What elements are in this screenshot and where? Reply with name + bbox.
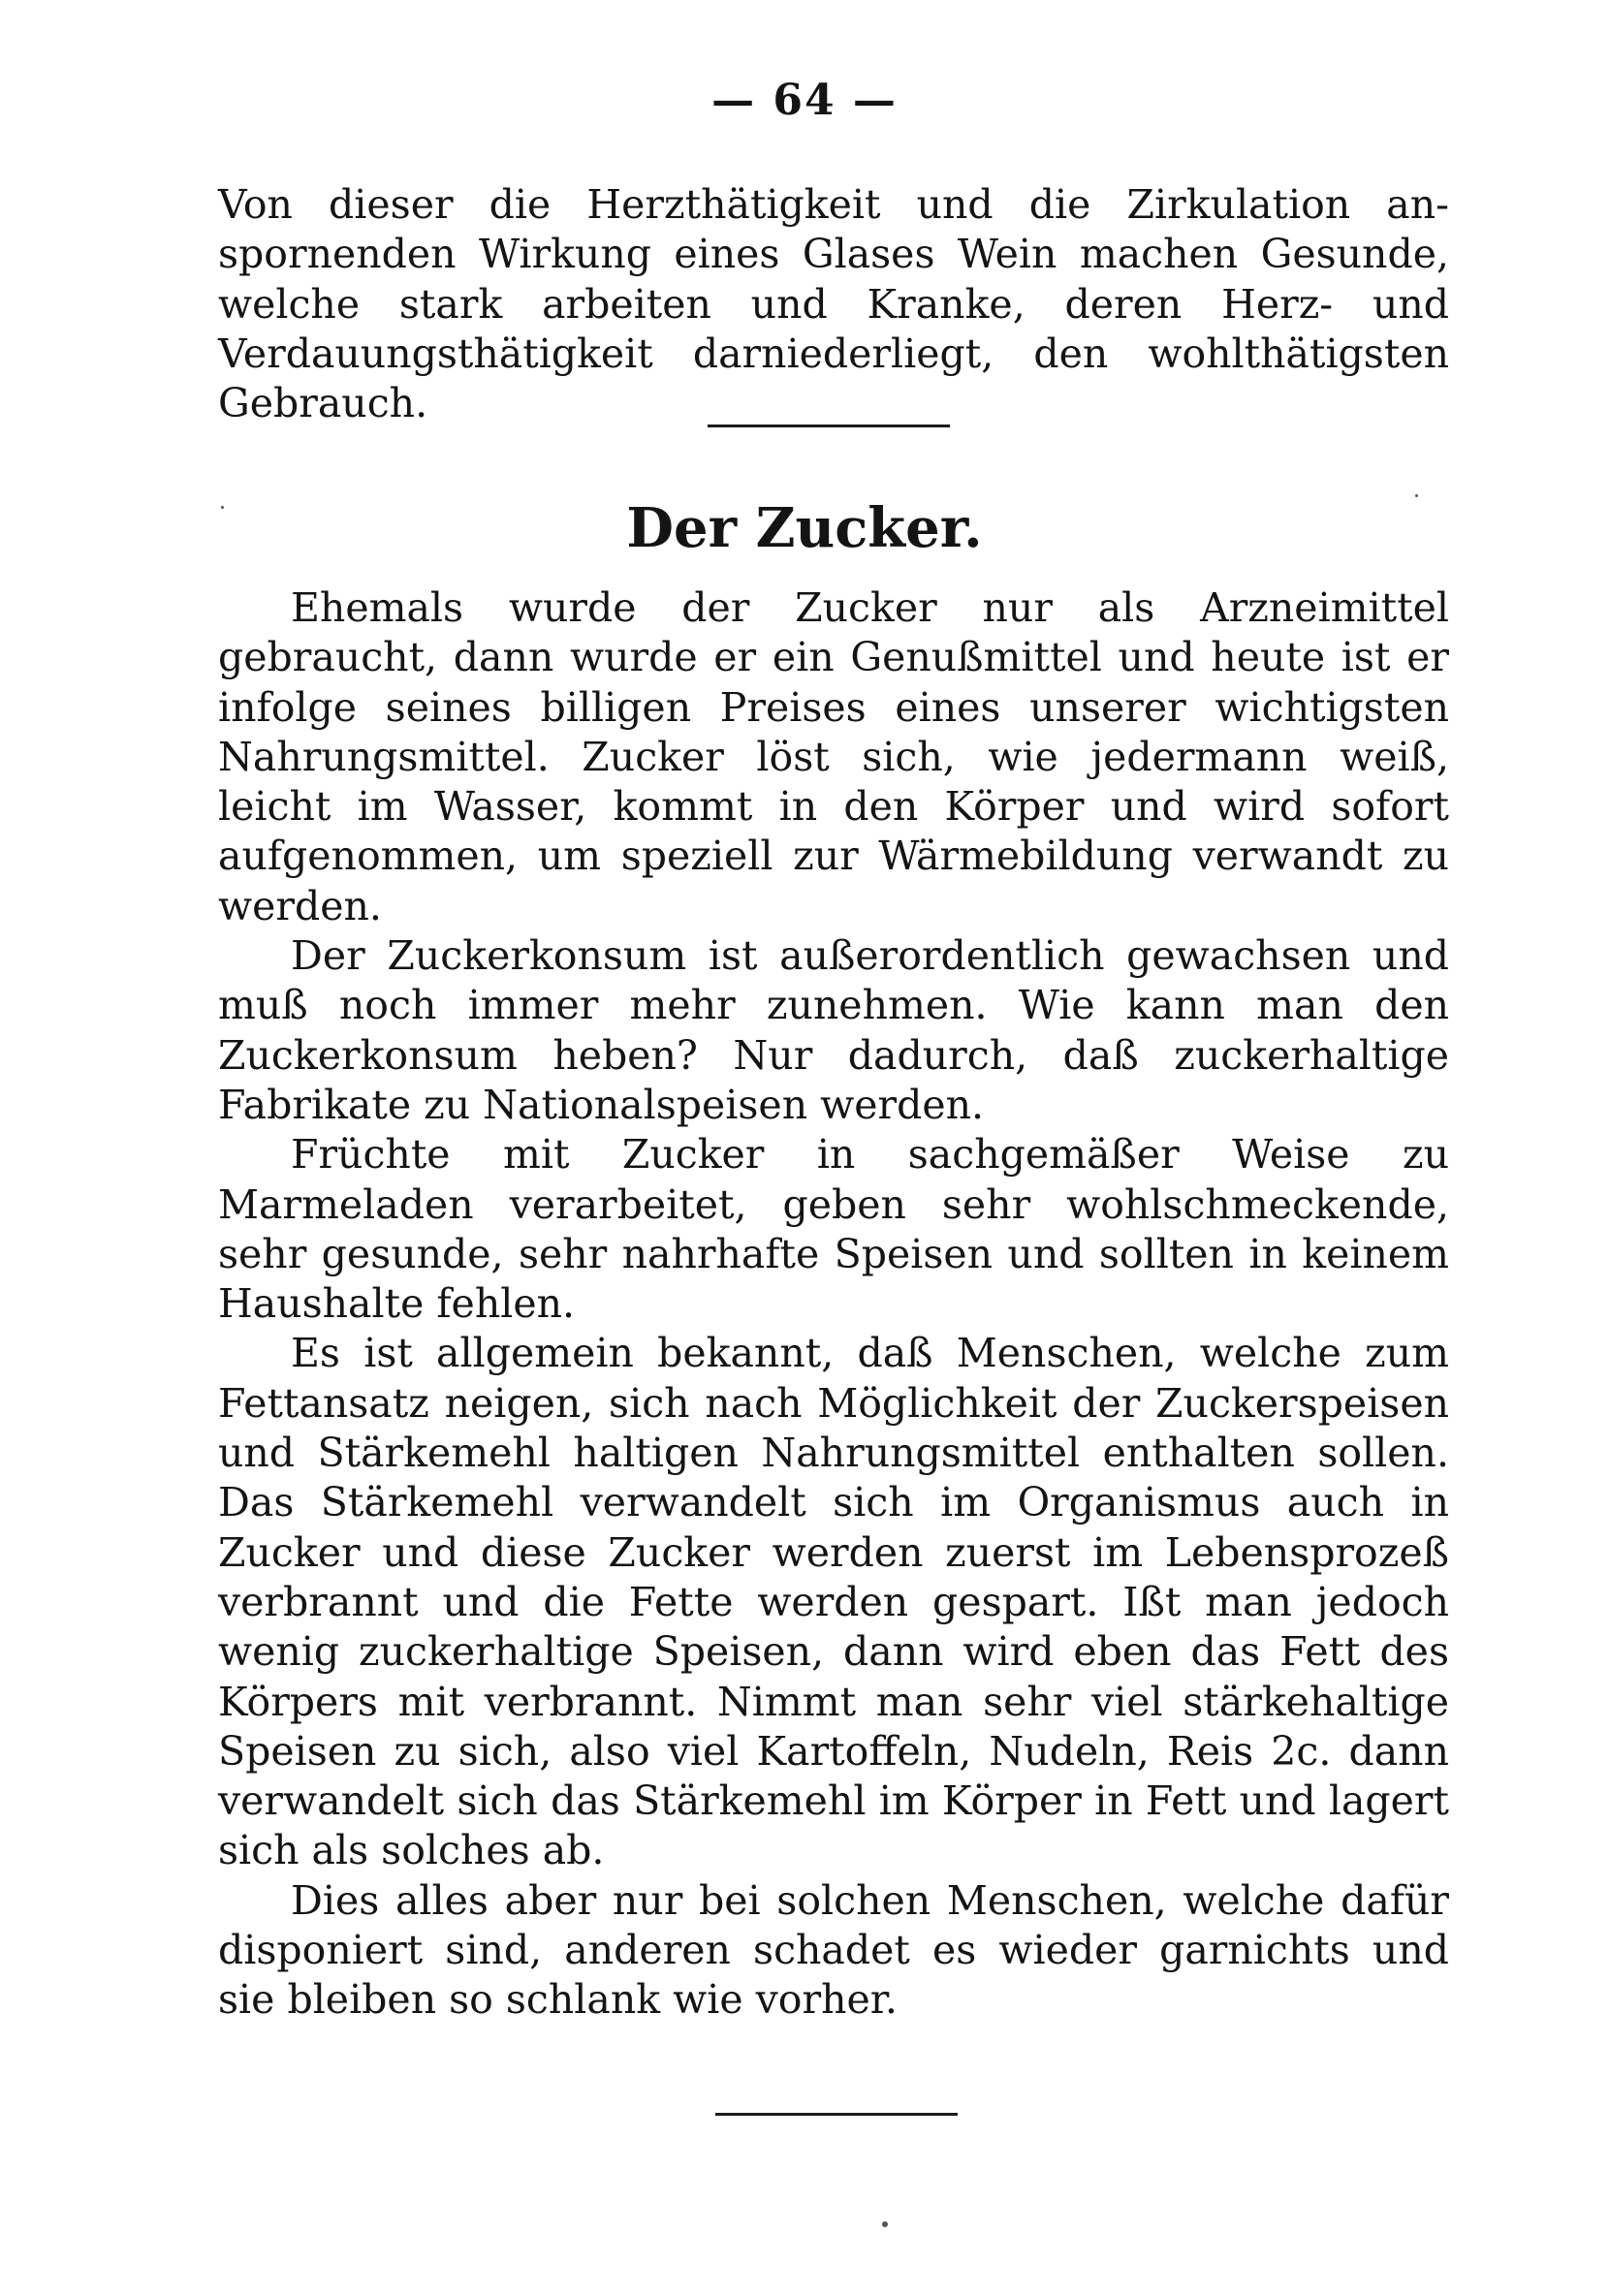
print-speck [221, 506, 224, 509]
intro-paragraph: Von dieser die Herzthätigkeit und die Zirkulation an-spornenden Wirkung eines Glases Wein machen Gesunde, welche stark arbeiten und Kranke, deren Herz- und Verdauungsthätigkeit darniederliegt, den wohlthätigsten Gebrauch. [218, 181, 1449, 427]
intro-section [218, 180, 1449, 428]
print-speck [882, 2221, 888, 2227]
section-title: Der Zucker. [626, 496, 983, 560]
page-number: — 64 — [711, 76, 898, 125]
paragraph-marmalade: Früchte mit Zucker in sachgemäßer Weise zu Marmeladen verarbeitet, geben sehr wohlschmeckende, sehr gesunde, sehr nahrhafte Speisen und sollten in keinem Haushalte fehlen. [218, 1131, 1449, 1328]
section-body [218, 583, 1449, 2026]
paragraph-consumption: Der Zuckerkonsum ist außerordentlich gewachsen und muß noch immer mehr zunehmen. Wie kann man den Zuckerkonsum heben? Nur dadurch, daß zuckerhaltige Fabrikate zu Nationalspeisen werden. [218, 932, 1449, 1128]
section-divider-top [708, 425, 950, 427]
paragraph-history: Ehemals wurde der Zucker nur als Arzneimittel gebraucht, dann wurde er ein Genußmittel und heute ist er infolge seines billigen Preises eines unserer wichtigsten Nahrungsmittel. Zucker löst sich, wie jedermann weiß, leicht im Wasser, kommt in den Körper und wird sofort aufgenommen, um speziell zur Wärmebildung verwandt zu werden. [218, 584, 1449, 929]
print-speck [1415, 494, 1418, 497]
paragraph-disposition: Dies alles aber nur bei solchen Menschen, welche dafür disponiert sind, anderen schadet es wieder garnichts und sie bleiben so schlank wie vorher. [218, 1876, 1449, 2024]
paragraph-fat: Es ist allgemein bekannt, daß Menschen, welche zum Fettansatz neigen, sich nach Möglichkeit der Zuckerspeisen und Stärkemehl haltigen Nahrungsmittel enthalten sollen. Das Stärkemehl verwandelt sich im Organismus auch in Zucker und diese Zucker werden zuerst im Lebensprozeß verbrannt und die Fette werden gespart. Ißt man jedoch wenig zuckerhaltige Speisen, dann wird eben das Fett des Körpers mit verbrannt. Nimmt man sehr viel stärkehaltige Speisen zu sich, also viel Kartoffeln, Nudeln, Reis 2c. dann verwandelt sich das Stärkemehl im Körper in Fett und lagert sich als solches ab. [218, 1330, 1449, 1874]
section-divider-bottom [715, 2113, 958, 2116]
